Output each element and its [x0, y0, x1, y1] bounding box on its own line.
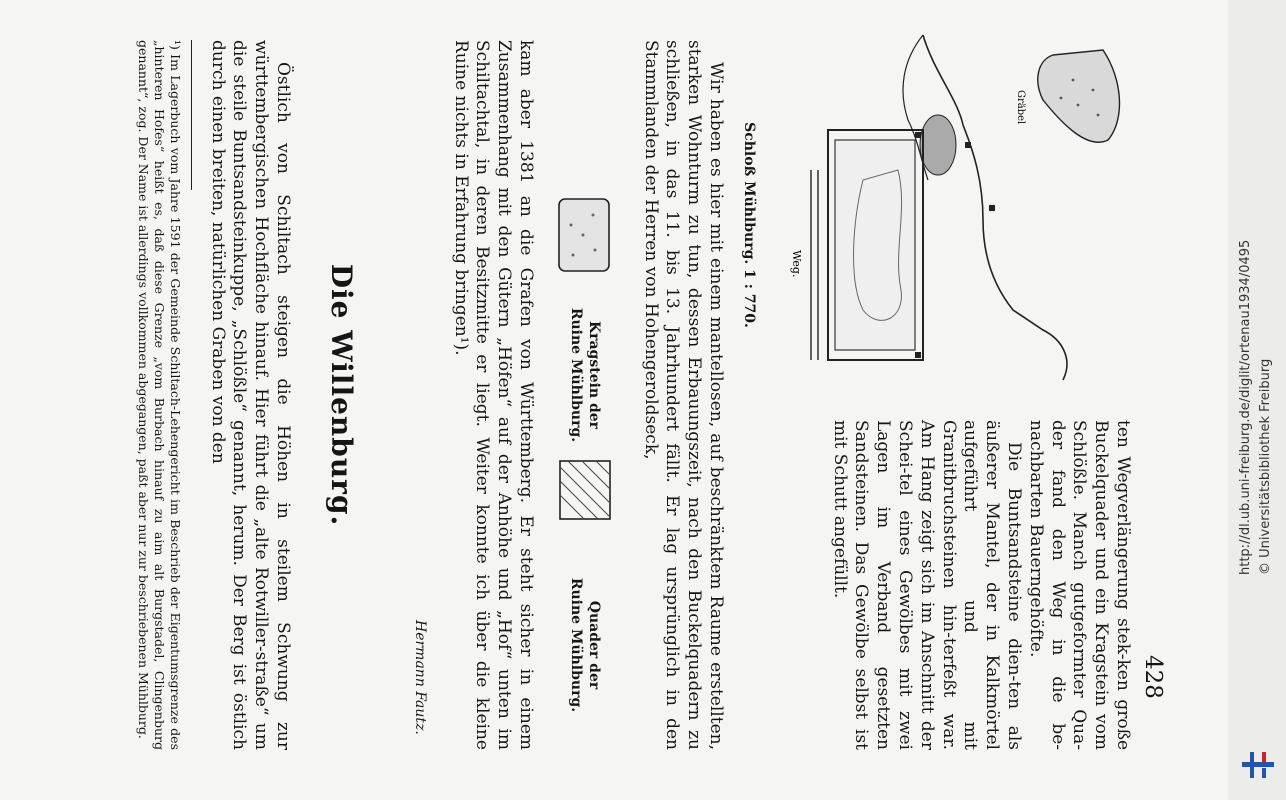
- paragraph-wuerttemberg: kam aber 1381 an die Grafen von Württemberg. Er steht sicher in einem Zusammenhang mit den Gütern „Höfen“ auf der Anhöhe und „Hof“ unten im Schiltachtal, in deren Besitzmitte er liegt. Weiter konnte ich über die kleine Ruine nichts in Erfahrung bringen¹).: [450, 40, 536, 750]
- castle-plan-figure: [773, 30, 1133, 410]
- main-text-block: [639, 40, 726, 750]
- author-signature: Hermann Fautz.: [412, 620, 428, 735]
- column-right-of-figure: [828, 420, 1133, 750]
- kragstein-caption-line1: Kragstein der: [586, 320, 602, 430]
- source-url[interactable]: http://dl.ub.uni-freiburg.de/diglit/ortenau1934/0495: [1238, 239, 1253, 575]
- paragraph-willenburg: Östlich von Schiltach steigen die Höhen in steilem Schwung zur württembergischen Hochfläche hinauf. Hier führt die „alte Rotwiller-straße“ um die steile Buntsandsteinkuppe, „Schlößle“ genannt, herum. Der Berg ist östlich durch einen breiten, natürlichen Graben von den: [207, 40, 293, 750]
- text-block-3: [206, 40, 293, 750]
- footnote-rule: [191, 40, 192, 190]
- footnote: ¹) Im Lagerbuch vom Jahre 1591 der Gemeinde Schiltach-Lehengericht im Beschrieb der Eigentumsgrenze des „hinteren Hofes“ heißt es, daß diese Grenze „vom Burbach hinauf zu aim alt Burgstadel, Clingenburg genannt“, zog. Der Name ist allerdings vollkommen abgegangen, paßt aber nur zur beschriebenen Mühlburg.: [136, 40, 183, 750]
- text-block-2: [449, 40, 536, 750]
- kragstein-illustration: [553, 195, 613, 275]
- library-sidebar: [1228, 0, 1286, 800]
- quader-caption-line2: Ruine Mühlburg.: [568, 577, 584, 713]
- quader-caption-line1: Quader der: [586, 600, 602, 690]
- page-number: 428: [1140, 655, 1166, 699]
- map-label-graben: Gräbel: [1015, 90, 1026, 125]
- copyright-notice: © Universitätsbibliothek Freiburg: [1258, 358, 1273, 575]
- section-title: Die Willenburg.: [325, 263, 358, 527]
- continuation-paragraph: ten Wegverlängerung stek-ken große Buckelquader und ein Kragstein vom Schlößle. Manch gutgeformter Qua-der fand den Weg in die be-nachbarten Bauerngehöfte.: [1025, 420, 1133, 750]
- kragstein-caption-line2: Ruine Mühlburg.: [568, 307, 584, 443]
- quader-caption: [567, 560, 603, 730]
- quader-illustration: [554, 455, 616, 525]
- paragraph-buntsandsteine: Die Buntsandsteine dien-ten als äußerer Mantel, der in Kalkmörtel aufgeführt und mit Granitbruchsteinen hin-terfeßt war. Am Hang zeigt sich im Anschnitt der Schei-tel eines Gewölbes mit zwei Lagen im Verband gesetzten Sandsteinen. Das Gewölbe selbst ist mit Schutt angefüllt.: [829, 420, 1025, 750]
- figure-caption: Schloß Mühlburg. 1 : 770.: [741, 122, 757, 328]
- library-logo-icon: [1238, 748, 1278, 782]
- kragstein-caption: [567, 290, 603, 460]
- paragraph-wohnturm: Wir haben es hier mit einem mantellosen, auf beschränktem Raume erstellten, starken Wohnturm zu tun, dessen Erbauungszeit, nach den Buckelquadern zu schließen, in das 11. bis 13. Jahrhundert fällt. Er lag ursprünglich in den Stammlanden der Herren von Hohengeroldseck,: [640, 40, 726, 750]
- map-label-weg: Weg.: [790, 250, 803, 278]
